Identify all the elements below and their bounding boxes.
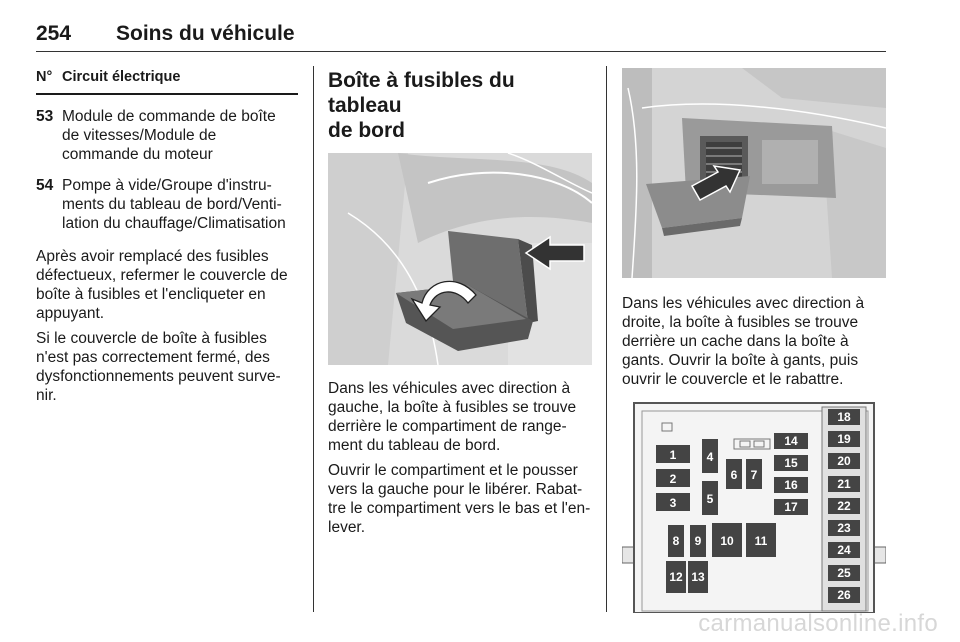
fuse-number: 54 bbox=[36, 177, 54, 194]
fuse-label: 26 bbox=[837, 588, 851, 602]
fuse-layout-diagram bbox=[622, 399, 886, 613]
header-no: N° bbox=[36, 69, 53, 85]
column-1 bbox=[36, 68, 298, 405]
dashboard-fuse-compartment-illustration bbox=[328, 153, 592, 365]
fuse-number: 53 bbox=[36, 108, 54, 125]
fuse-label: 13 bbox=[691, 570, 705, 584]
fuse-circuit: Pompe à vide/Groupe d'instru- ments du tableau de bord/Venti- lation du chauffage/Climatisation bbox=[62, 177, 286, 232]
fuse-label: 15 bbox=[784, 456, 798, 470]
paragraph: Si le couvercle de boîte à fusibles n'est pas correctement fermé, des dysfonctionnements peuvent surve- nir. bbox=[36, 330, 281, 404]
fuse-label: 18 bbox=[837, 410, 851, 424]
fuse-label: 21 bbox=[837, 477, 851, 491]
column-divider-1 bbox=[313, 66, 314, 612]
watermark: carmanualsonline.info bbox=[698, 610, 938, 637]
fuse-label: 16 bbox=[784, 478, 798, 492]
page-header bbox=[36, 16, 886, 52]
fuse-label: 20 bbox=[837, 454, 851, 468]
fuse-label: 6 bbox=[730, 468, 738, 482]
table-row bbox=[36, 107, 298, 164]
fuse-label: 17 bbox=[784, 500, 798, 514]
column-2 bbox=[328, 68, 592, 537]
section-title: Soins du véhicule bbox=[116, 22, 295, 45]
fuse-label: 4 bbox=[706, 450, 714, 464]
column-3 bbox=[622, 68, 886, 613]
fuse-label: 1 bbox=[669, 448, 677, 462]
fuse-label: 14 bbox=[784, 434, 798, 448]
fuse-table-header bbox=[36, 68, 298, 95]
fuse-label: 11 bbox=[754, 534, 768, 548]
fuse-label: 3 bbox=[669, 496, 677, 510]
fuse-label: 8 bbox=[672, 534, 680, 548]
fuse-label: 19 bbox=[837, 432, 851, 446]
fuse-label: 10 bbox=[720, 534, 734, 548]
column-divider-2 bbox=[606, 66, 607, 612]
page-number: 254 bbox=[36, 22, 72, 45]
table-row bbox=[36, 176, 298, 233]
fuse-label: 12 bbox=[669, 570, 683, 584]
fuse-circuit: Module de commande de boîte de vitesses/Module de commande du moteur bbox=[62, 108, 276, 163]
fuse-label: 9 bbox=[694, 534, 702, 548]
paragraph: Dans les véhicules avec direction à droite, la boîte à fusibles se trouve derrière un cache dans la boîte à gants. Ouvrir la boîte à gants, puis ouvrir le couvercle et le rabattre. bbox=[622, 295, 865, 388]
header-circuit: Circuit électrique bbox=[62, 69, 181, 85]
paragraph: Dans les véhicules avec direction à gauche, la boîte à fusibles se trouve derrière le compartiment de range- ment du tableau de bord. bbox=[328, 380, 577, 454]
fuse-label: 7 bbox=[750, 468, 758, 482]
fuse-label: 25 bbox=[837, 566, 851, 580]
paragraph: Après avoir remplacé des fusibles défectueux, refermer le couvercle de boîte à fusibles et l'encliqueter en appuyant. bbox=[36, 248, 288, 322]
subsection-heading: Boîte à fusibles du tableau de bord bbox=[328, 69, 515, 142]
fuse-label: 24 bbox=[837, 543, 851, 557]
fuse-label: 22 bbox=[837, 499, 851, 513]
paragraph: Ouvrir le compartiment et le pousser vers la gauche pour le libérer. Rabat- tre le compartiment vers le bas et l'en- lever. bbox=[328, 462, 591, 536]
fuse-label: 2 bbox=[669, 472, 677, 486]
glovebox-fuse-cover-illustration bbox=[622, 68, 886, 278]
fuse-label: 5 bbox=[706, 492, 714, 506]
fuse-label: 23 bbox=[837, 521, 851, 535]
